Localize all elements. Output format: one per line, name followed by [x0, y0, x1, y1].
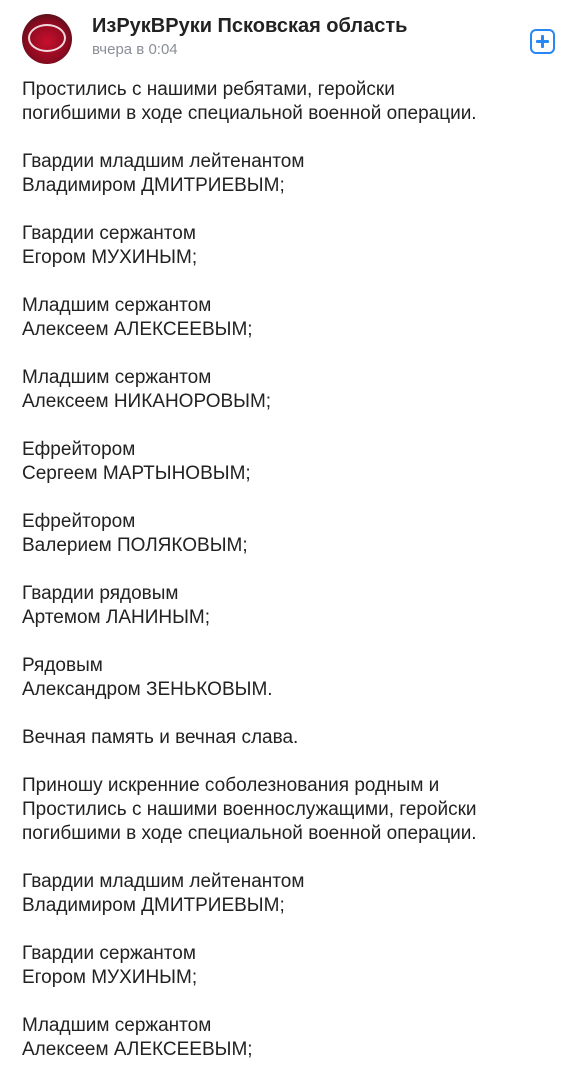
post-text-line: Гвардии младшим лейтенантом: [22, 151, 305, 172]
logo-ring-icon: [28, 24, 66, 52]
post-text-line: Вечная память и вечная слава.: [22, 727, 299, 748]
post-paragraph: [22, 438, 547, 486]
post-text-line: Алексеем АЛЕКСЕЕВЫМ;: [22, 1039, 253, 1060]
post-paragraph: [22, 654, 547, 702]
post-text-line: Гвардии сержантом: [22, 943, 196, 964]
post-text-line: Владимиром ДМИТРИЕВЫМ;: [22, 175, 285, 196]
post-paragraph: [22, 726, 547, 750]
post-paragraph: [22, 942, 547, 990]
post-paragraph: [22, 366, 547, 414]
status-bar-remnant: [0, 0, 565, 6]
post-paragraph: [22, 1014, 547, 1062]
post-text-line: Рядовым: [22, 655, 103, 676]
post-text-line: погибшими в ходе специальной военной операции.: [22, 823, 477, 844]
post-paragraph: [22, 294, 547, 342]
post-paragraph: [22, 222, 547, 270]
post-text-line: Владимиром ДМИТРИЕВЫМ;: [22, 895, 285, 916]
post-text-line: погибшими в ходе специальной военной операции.: [22, 103, 477, 124]
post-text-line: Егором МУХИНЫМ;: [22, 967, 198, 988]
post-paragraph: [22, 870, 547, 918]
post-text-line: Егором МУХИНЫМ;: [22, 247, 198, 268]
post-text-line: Алексеем АЛЕКСЕЕВЫМ;: [22, 319, 253, 340]
post-paragraph: [22, 78, 547, 126]
post-text-line: Младшим сержантом: [22, 367, 212, 388]
plus-icon: [536, 35, 549, 48]
post-text-line: Александром ЗЕНЬКОВЫМ.: [22, 679, 273, 700]
post-text-line: Младшим сержантом: [22, 295, 212, 316]
post-text: [22, 78, 547, 1086]
post-text-line: Ефрейтором: [22, 439, 136, 460]
post-text-line: Приношу искренние соболезнования родным и: [22, 775, 440, 796]
post-text-line: Ефрейтором: [22, 511, 136, 532]
post-paragraph: [22, 150, 547, 198]
post-time: вчера в 0:04: [92, 41, 178, 58]
post-paragraph: [22, 510, 547, 558]
channel-name[interactable]: ИзРукВРуки Псковская область: [92, 15, 408, 37]
post-text-line: Сергеем МАРТЫНОВЫМ;: [22, 463, 251, 484]
post-text-line: Алексеем НИКАНОРОВЫМ;: [22, 391, 272, 412]
post-paragraph: [22, 582, 547, 630]
post-text-line: Гвардии младшим лейтенантом: [22, 871, 305, 892]
post-text-line: Младшим сержантом: [22, 1015, 212, 1036]
post-header: [0, 8, 565, 74]
post-text-line: Простились с нашими военнослужащими, геройски: [22, 799, 477, 820]
channel-avatar[interactable]: [22, 14, 72, 64]
post-text-line: Гвардии рядовым: [22, 583, 179, 604]
post-text-line: Простились с нашими ребятами, геройски: [22, 79, 395, 100]
post-paragraph: [22, 774, 547, 846]
post-text-line: Гвардии сержантом: [22, 223, 196, 244]
post-text-line: Артемом ЛАНИНЫМ;: [22, 607, 211, 628]
subscribe-button[interactable]: [530, 29, 555, 54]
post-text-line: Валерием ПОЛЯКОВЫМ;: [22, 535, 248, 556]
